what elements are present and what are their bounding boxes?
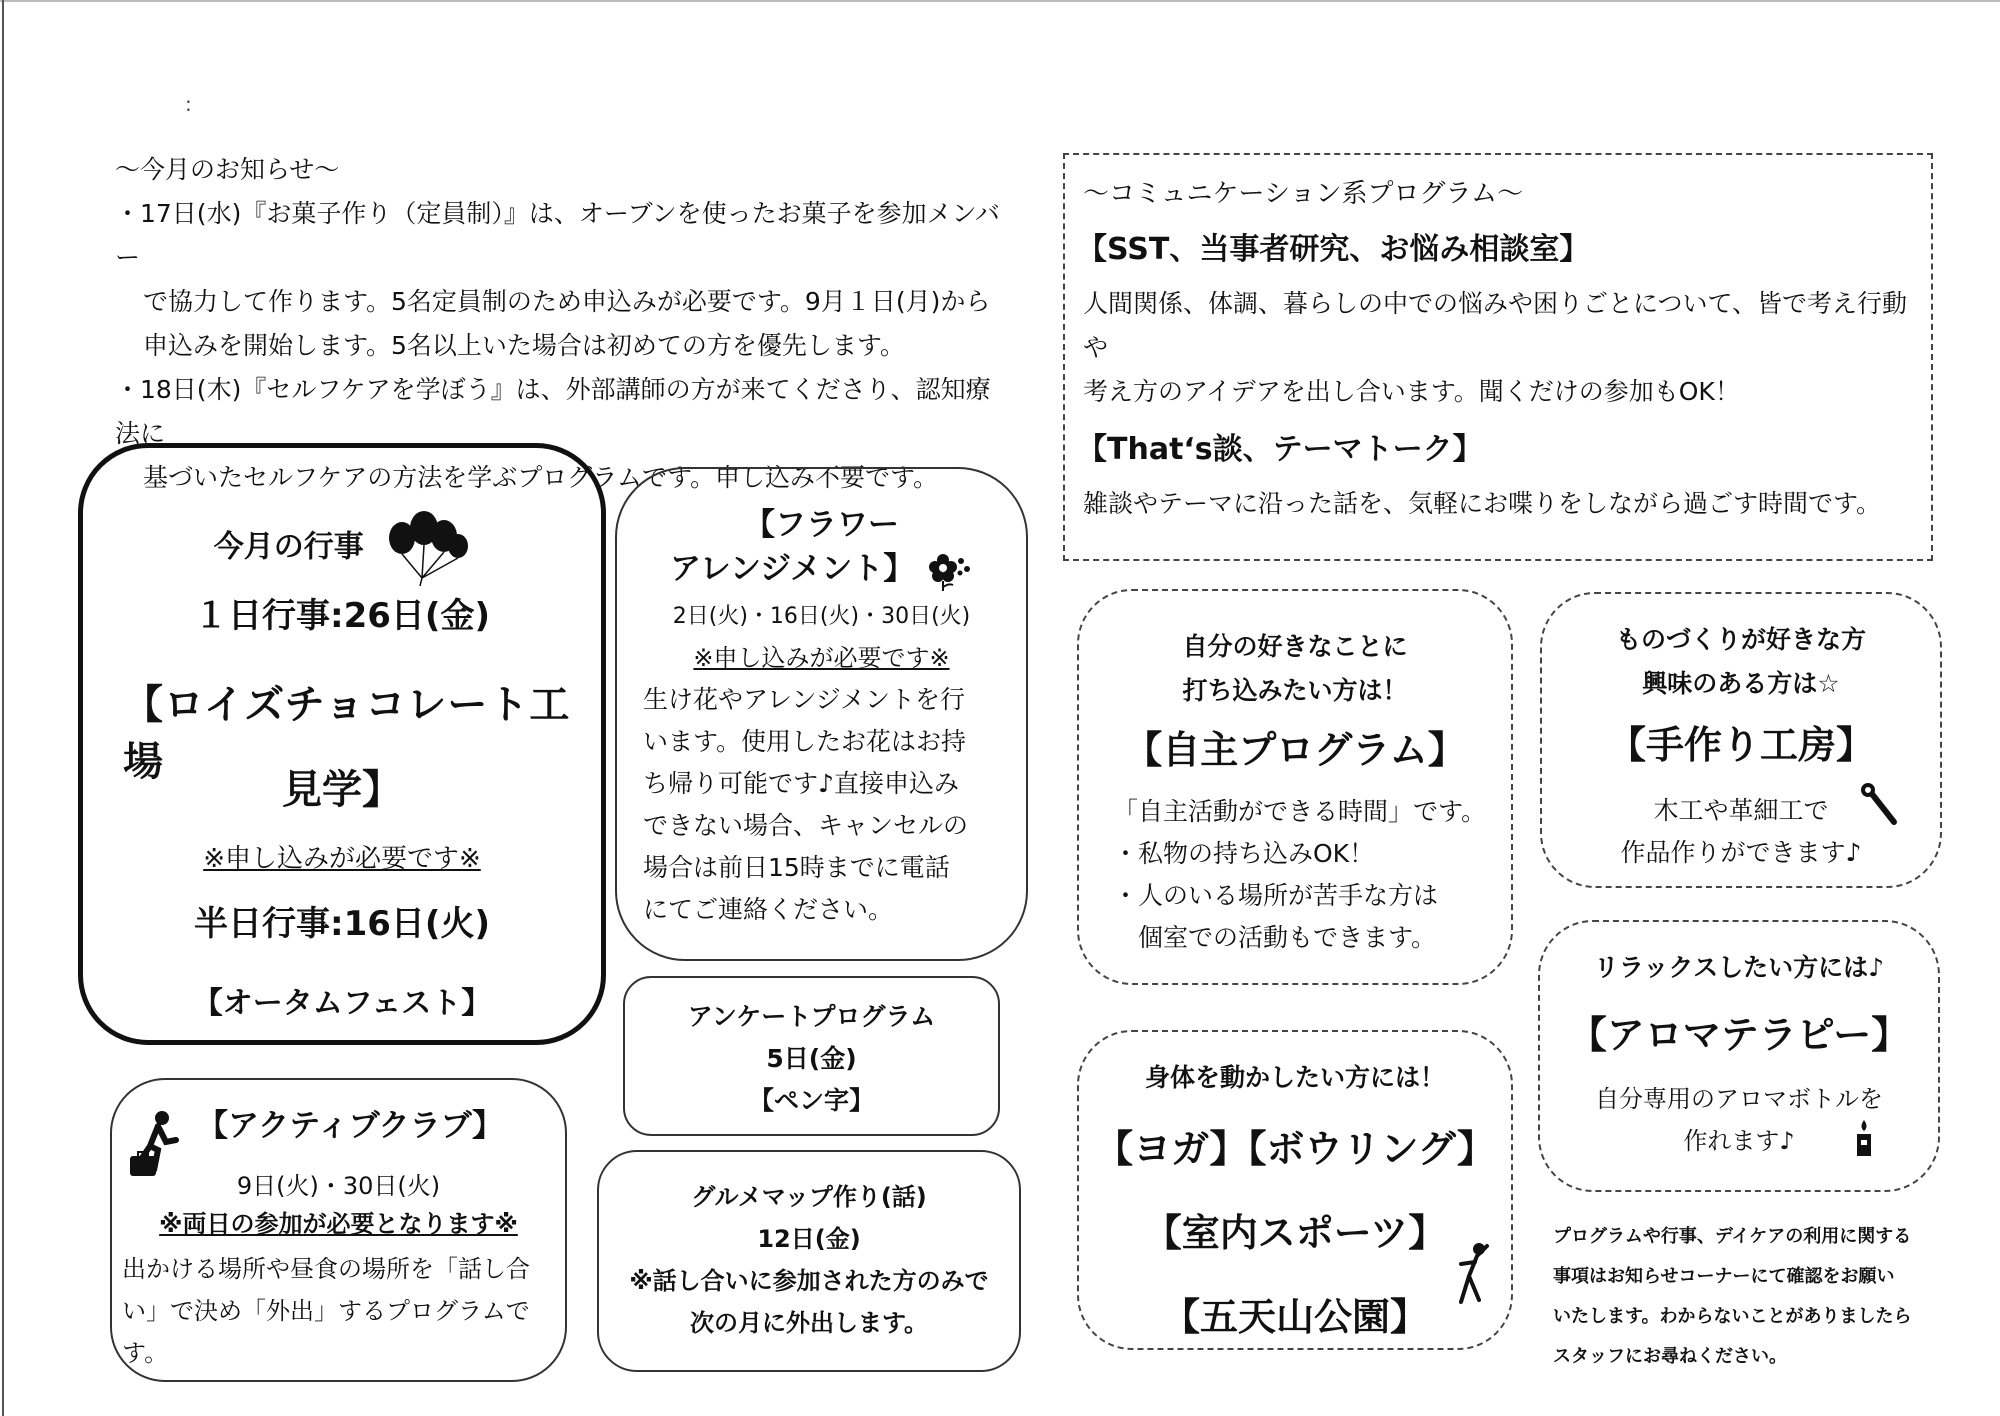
active-club-description <box>122 1248 555 1374</box>
active-club-description-line-1: 出かける場所や昼食の場所を「話し合 <box>122 1255 530 1283</box>
aromatherapy-intro: リラックスしたい方には♪ <box>1593 953 1885 982</box>
self-program-intro-line-1: 自分の好きなことに <box>1182 632 1408 661</box>
full-day-event-name-line-2: 見学】 <box>282 767 402 813</box>
handcraft-box <box>1540 592 1942 888</box>
self-program-description-line-3: ・人のいる場所が苦手な方は <box>1113 881 1439 910</box>
self-program-description-line-4: 個室での活動もできます。 <box>1113 923 1437 952</box>
flower-description-line-4: できない場合、キャンセルの <box>643 811 969 840</box>
flower-arrangement-box <box>615 467 1028 961</box>
sst-description-line-2: 考え方のアイデアを出し合います。聞くだけの参加もOK！ <box>1083 377 1740 406</box>
communication-header: ～コミュニケーション系プログラム～ <box>1083 179 1524 209</box>
aromatherapy-description-line-1: 自分専用のアロマボトルを <box>1595 1085 1883 1113</box>
balloons-icon <box>384 508 470 588</box>
communication-programs-box <box>1063 153 1933 561</box>
notice-item-2-line-1: ・18日(木)『セルフケアを学ぼう』は、外部講師の方が来てくださり、認知療法に <box>115 375 991 448</box>
half-day-event-name: 【オータムフェスト】 <box>192 986 492 1021</box>
self-program-intro-line-2: 打ち込みたい方は！ <box>1182 676 1408 705</box>
wrench-icon <box>1860 782 1900 828</box>
active-club-box <box>110 1078 567 1382</box>
info-line-4: スタッフにお尋ねください。 <box>1553 1346 1787 1367</box>
theme-talk-section-title: 【That‘s談、テーマトーク】 <box>1077 432 1483 467</box>
notice-item-1-line-3: 申込みを開始します。5名以上いた場合は初めての方を優先します。 <box>143 331 905 360</box>
flower-title-line-1: 【フラワー <box>744 507 899 543</box>
self-program-box <box>1077 589 1513 985</box>
self-program-intro <box>1079 625 1511 713</box>
enquete-title: アンケートプログラム <box>687 1002 936 1031</box>
sports-intro: 身体を動かしたい方には！ <box>1144 1063 1445 1092</box>
aromatherapy-description-line-2: 作れます♪ <box>1683 1127 1795 1155</box>
flower-description <box>643 679 1000 931</box>
full-day-event-date: １日行事:26日(金) <box>194 596 490 636</box>
full-day-event-name-line-1: 【ロイズチョコレート工場 <box>123 682 571 785</box>
flower-title-line-2-text: アレンジメント】 <box>669 551 915 587</box>
enquete-topic: 【ペン字】 <box>748 1086 874 1115</box>
self-program-description <box>1113 791 1486 959</box>
gourmet-map-box <box>597 1150 1021 1372</box>
stretching-person-icon <box>1451 1242 1491 1306</box>
notice-item-2-line-2: 基づいたセルフケアの方法を学ぶプログラムです。申し込み不要です。 <box>143 463 939 492</box>
info-line-2: 事項はお知らせコーナーにて確認をお願い <box>1553 1266 1895 1287</box>
flower-description-line-6: にてご連絡ください。 <box>643 895 894 924</box>
self-program-title: 【自主プログラム】 <box>1124 728 1466 772</box>
notice-item-1-line-1: ・17日(水)『お菓子作り（定員制）』は、オーブンを使ったお菓子を参加メンバー <box>115 199 1000 272</box>
gourmet-title: グルメマップ作り(話) <box>691 1183 927 1211</box>
gourmet-note-line-1: ※話し合いに参加された方のみで <box>629 1267 989 1295</box>
flower-description-line-5: 場合は前日15時までに電話 <box>643 853 950 882</box>
flower-title <box>643 503 1000 591</box>
sst-description <box>1083 282 1913 414</box>
flower-description-line-2: います。使用したお花はお持 <box>643 727 967 756</box>
scan-speck: : <box>185 92 192 116</box>
sports-line-2: 【室内スポーツ】 <box>1143 1211 1447 1255</box>
gourmet-note-line-2: 次の月に外出します。 <box>689 1309 929 1337</box>
aromatherapy-description <box>1540 1078 1938 1162</box>
flower-dates: 2日(火)・16日(火)・30日(火) <box>672 604 971 629</box>
candle-icon <box>1852 1118 1876 1158</box>
handcraft-title: 【手作り工房】 <box>1607 723 1874 767</box>
enquete-date: 5日(金) <box>766 1044 857 1073</box>
self-program-description-line-1: 「自主活動ができる時間」です。 <box>1113 797 1487 826</box>
info-line-3: いたします。わからないことがありましたら <box>1553 1306 1912 1327</box>
sst-section-title: 【SST、当事者研究、お悩み相談室】 <box>1077 232 1590 267</box>
handcraft-intro-line-1: ものづくりが好きな方 <box>1615 625 1866 654</box>
self-program-description-line-2: ・私物の持ち込みOK！ <box>1113 839 1375 868</box>
sports-line-3: 【五天山公園】 <box>1161 1295 1428 1339</box>
active-club-note: ※両日の参加が必要となります※ <box>159 1210 518 1238</box>
aromatherapy-box <box>1538 920 1940 1192</box>
events-title-text: 今月の行事 <box>213 529 364 565</box>
gourmet-date: 12日(金) <box>757 1225 861 1253</box>
flower-title-line-2 <box>643 547 1000 591</box>
handcraft-intro <box>1542 618 1940 706</box>
notice-header: ～今月のお知らせ～ <box>115 155 340 184</box>
info-line-1: プログラムや行事、デイケアの利用に関する <box>1553 1226 1912 1247</box>
left-border <box>2 0 4 1416</box>
flower-icon <box>929 551 973 591</box>
monthly-events-box <box>78 443 606 1045</box>
flower-description-line-1: 生け花やアレンジメントを行 <box>643 685 966 714</box>
active-club-dates: 9日(火)・30日(火) <box>236 1172 441 1200</box>
theme-talk-description: 雑談やテーマに沿った話を、気軽にお喋りをしながら過ごす時間です。 <box>1083 489 1882 518</box>
half-day-event-date: 半日行事:16日(火) <box>194 904 490 944</box>
flower-application-note: ※申し込みが必要です※ <box>693 644 950 672</box>
events-title <box>83 508 601 588</box>
sports-box <box>1077 1030 1513 1350</box>
handcraft-description-line-2: 作品作りができます♪ <box>1620 838 1862 867</box>
notice-item-1-line-2: で協力して作ります。5名定員制のため申込みが必要です。9月１日(月)から <box>143 287 991 316</box>
aromatherapy-title: 【アロマテラピー】 <box>1568 1013 1910 1057</box>
flower-description-line-3: ち帰り可能です♪直接申込み <box>643 769 959 798</box>
active-club-description-line-2: い」で決め「外出」するプログラムです。 <box>122 1297 530 1367</box>
sst-description-line-1: 人間関係、体調、暮らしの中での悩みや困りごとについて、皆で考え行動や <box>1083 289 1908 362</box>
sports-line-1: 【ヨガ】【ボウリング】 <box>1095 1127 1495 1171</box>
event-application-note: ※申し込みが必要です※ <box>203 844 481 874</box>
top-border <box>0 0 2000 2</box>
active-club-title: 【アクティブクラブ】 <box>197 1108 503 1144</box>
handcraft-intro-line-2: 興味のある方は☆ <box>1642 669 1840 698</box>
handcraft-description-line-1: 木工や革細工で <box>1653 796 1829 825</box>
enquete-program-box <box>623 976 1000 1136</box>
info-footer <box>1553 1217 1953 1377</box>
